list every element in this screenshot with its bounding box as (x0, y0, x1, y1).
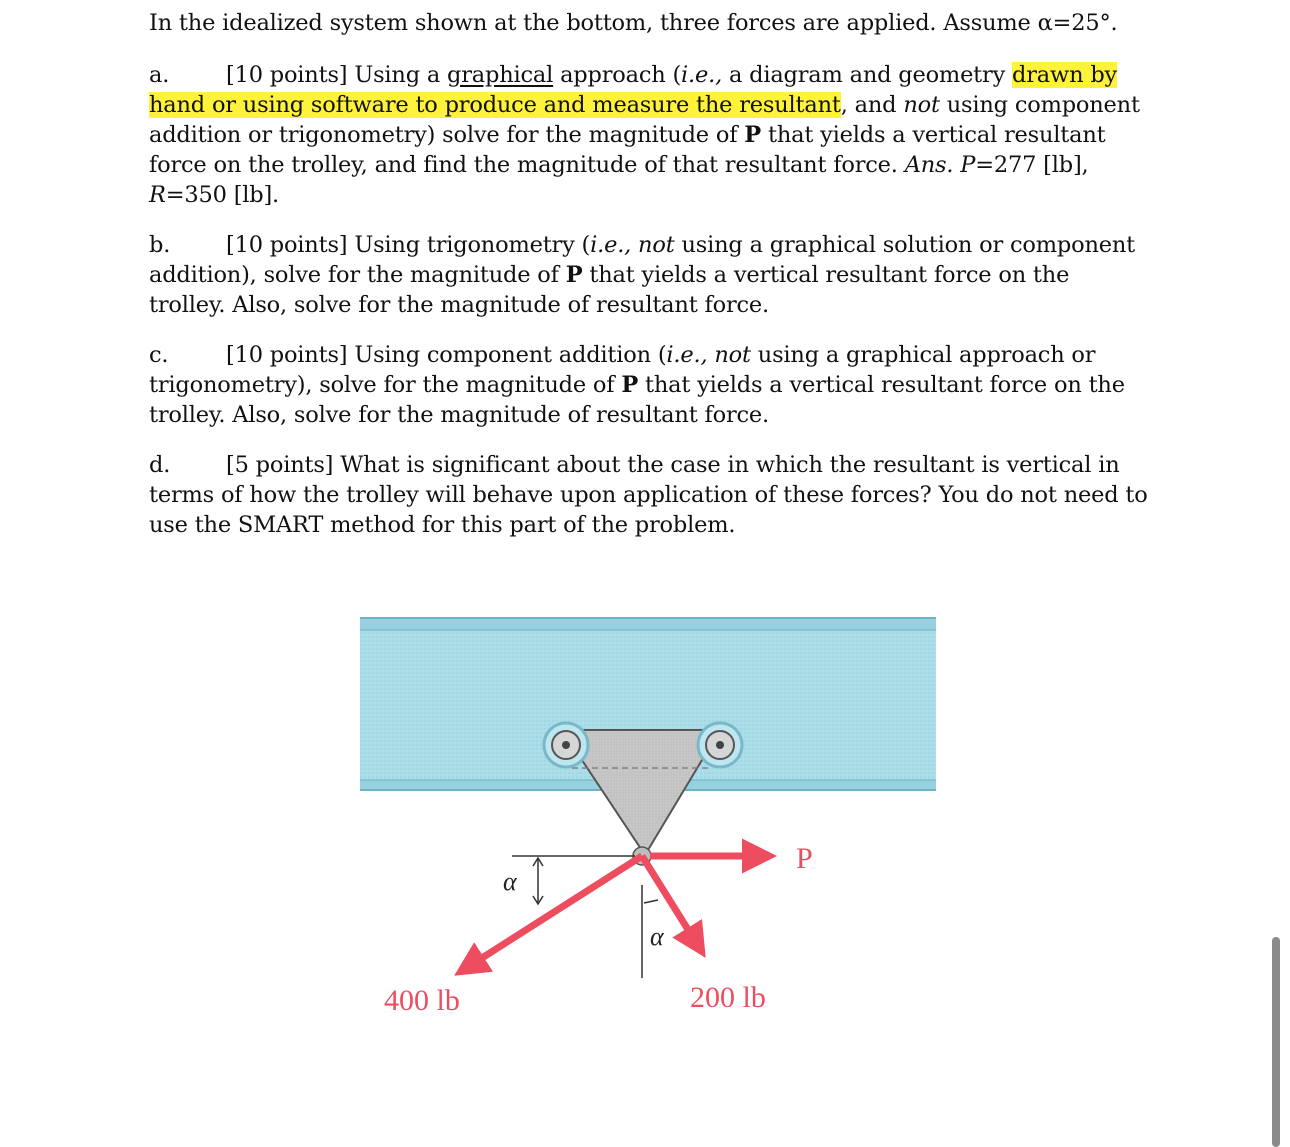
force-label-400: 400 lb (384, 984, 460, 1017)
part-a: a. [10 points] Using a graphical approach (i.e., a diagram and geometry drawn by hand or using software to produce and measure the resultant, and not using component addition or trigonometry) solve for the magnitude of P that yields a vertical resultant force on the trolley, and find the magnitude of that resultant force. Ans. P=277 [lb], R=350 [lb]. (149, 62, 1140, 208)
part-b: b. [10 points] Using trigonometry (i.e., not using a graphical solution or component addition), solve for the magnitude of P that yields a vertical resultant force on the trolley. Also, solve for the magnitude of resultant force. (149, 232, 1136, 318)
part-c-letter: c. (149, 342, 169, 368)
problem-intro: In the idealized system shown at the bottom, three forces are applied. Assume α=25°. (149, 10, 1118, 36)
force-label-200: 200 lb (690, 981, 766, 1014)
graphical-underlined: graphical (447, 62, 554, 88)
vertical-scrollbar[interactable] (1272, 937, 1280, 1147)
part-d-letter: d. (149, 452, 171, 478)
trolley-figure (340, 600, 960, 1030)
part-c: c. [10 points] Using component addition (i.e., not using a graphical approach or trigonometry), solve for the magnitude of P that yields a vertical resultant force on the trolley. Also, solve for the magnitude of resultant force. (149, 342, 1125, 428)
force-label-p: P (796, 842, 813, 875)
angle-label-left: α (503, 867, 517, 896)
problem-text (149, 8, 1149, 560)
part-b-letter: b. (149, 232, 171, 258)
part-d: d. [5 points] What is significant about the case in which the resultant is vertical in terms of how the trolley will behave upon application of these forces? You do not need to use the SMART method for this part of the problem. (149, 452, 1148, 538)
trolley-plate (544, 723, 742, 865)
force-arrow-400 (460, 856, 642, 972)
highlighted-text: drawn by hand or using software to produce and measure the resultant (149, 62, 1118, 118)
part-a-letter: a. (149, 62, 170, 88)
angle-label-right: α (650, 922, 664, 951)
answer-label: Ans. P (904, 152, 976, 178)
angle-arc-right (644, 900, 658, 903)
